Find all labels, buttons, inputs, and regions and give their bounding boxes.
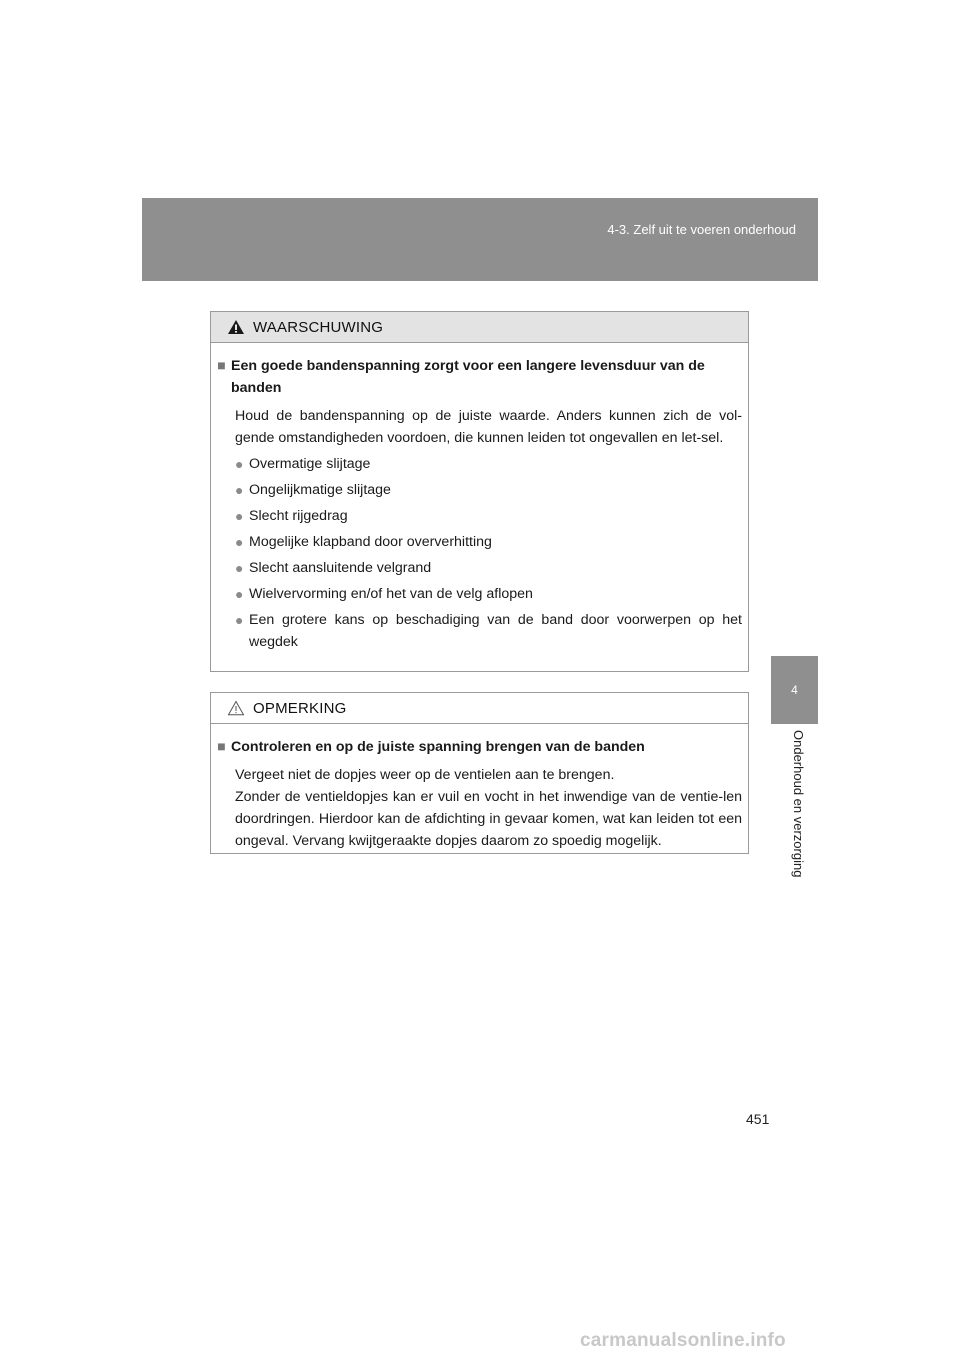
list-item: ● Wielvervorming en/of het van de velg aflopen bbox=[235, 583, 742, 605]
page-number: 451 bbox=[746, 1111, 770, 1127]
watermark: carmanualsonline.info bbox=[580, 1330, 786, 1351]
section-title: 4-3. Zelf uit te voeren onderhoud bbox=[607, 222, 796, 237]
circle-bullet-icon: ● bbox=[235, 508, 244, 524]
warning-title: WAARSCHUWING bbox=[253, 318, 384, 336]
header-band bbox=[142, 198, 818, 281]
chapter-number: 4 bbox=[791, 683, 798, 697]
notice-title: OPMERKING bbox=[253, 699, 347, 717]
warning-box bbox=[210, 311, 749, 672]
warning-icon bbox=[227, 319, 245, 335]
list-item: ● Slecht rijgedrag bbox=[235, 505, 742, 527]
circle-bullet-icon: ● bbox=[235, 534, 244, 550]
circle-bullet-icon: ● bbox=[235, 456, 244, 472]
caution-icon bbox=[227, 700, 245, 716]
notice-heading-text: Controleren en op de juiste spanning brengen van de banden bbox=[231, 739, 645, 755]
notice-paragraph: Zonder de ventieldopjes kan er vuil en vocht in het inwendige van de ventie-len doordringen. Hierdoor kan de afdichting in gevaar komen, wat kan leiden tot een ongeval. Vervang kwijtgeraakte dopjes daarom zo spoedig mogelijk. bbox=[235, 789, 742, 849]
warning-heading-text: Een goede bandenspanning zorgt voor een langere levensduur van de banden bbox=[231, 358, 705, 396]
notice-heading bbox=[217, 736, 742, 758]
circle-bullet-icon: ● bbox=[235, 612, 244, 628]
warning-heading bbox=[217, 355, 742, 399]
warning-paragraph: Houd de bandenspanning op de juiste waarde. Anders kunnen zich de vol-gende omstandigheden voordoen, die kunnen leiden tot ongevallen en let-sel. bbox=[235, 408, 742, 446]
notice-header bbox=[211, 693, 748, 724]
warning-body bbox=[211, 343, 748, 667]
notice-line: Vergeet niet de dopjes weer op de ventielen aan te brengen. bbox=[235, 767, 615, 783]
notice-body bbox=[211, 724, 748, 866]
circle-bullet-icon: ● bbox=[235, 482, 244, 498]
chapter-label: Onderhoud en verzorging bbox=[791, 730, 806, 878]
square-bullet-icon: ■ bbox=[217, 739, 226, 755]
list-item: ● Mogelijke klapband door oververhitting bbox=[235, 531, 742, 553]
warning-header bbox=[211, 312, 748, 343]
list-item: ● Overmatige slijtage bbox=[235, 453, 742, 475]
list-item: ● Een grotere kans op beschadiging van de band door voorwerpen op het wegdek bbox=[235, 609, 742, 653]
circle-bullet-icon: ● bbox=[235, 586, 244, 602]
square-bullet-icon: ■ bbox=[217, 358, 226, 374]
chapter-tab bbox=[771, 656, 818, 724]
circle-bullet-icon: ● bbox=[235, 560, 244, 576]
list-item: ● Ongelijkmatige slijtage bbox=[235, 479, 742, 501]
notice-box bbox=[210, 692, 749, 854]
list-item: ● Slecht aansluitende velgrand bbox=[235, 557, 742, 579]
